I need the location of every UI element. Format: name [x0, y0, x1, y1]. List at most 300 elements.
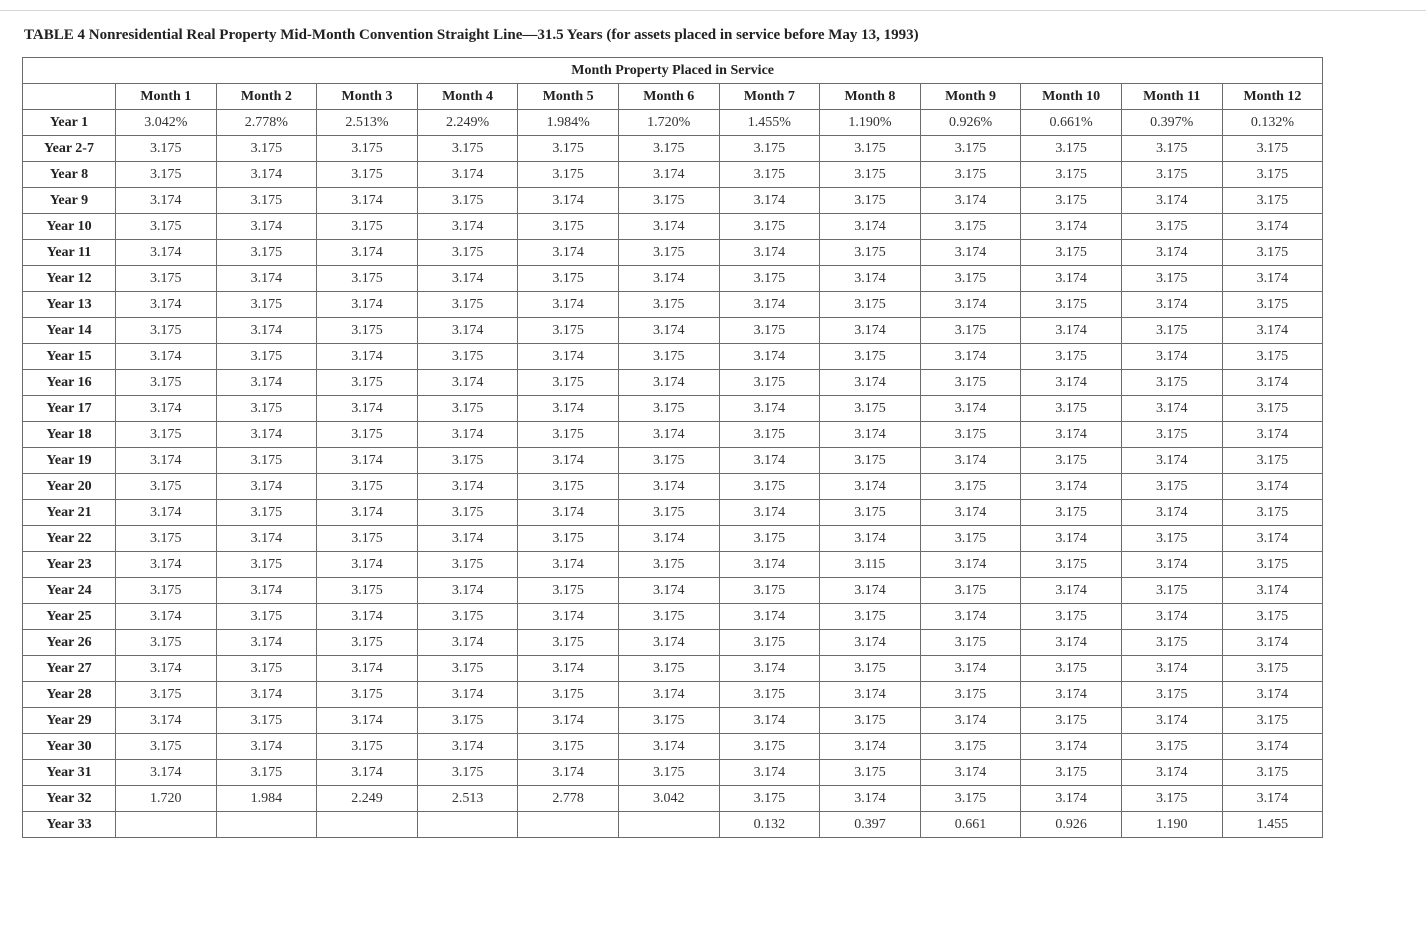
rate-cell: 3.175	[1021, 162, 1122, 188]
rate-cell: 3.175	[317, 734, 418, 760]
table-body	[23, 110, 1323, 838]
rate-cell: 3.174	[317, 188, 418, 214]
rate-cell: 3.175	[417, 396, 518, 422]
rate-cell: 3.174	[920, 188, 1021, 214]
rate-cell: 3.174	[820, 786, 921, 812]
year-label: Year 25	[23, 604, 116, 630]
rate-cell: 3.174	[518, 448, 619, 474]
year-label: Year 10	[23, 214, 116, 240]
rate-cell: 3.175	[216, 760, 317, 786]
rate-cell: 0.926	[1021, 812, 1122, 838]
rate-cell: 3.174	[1222, 786, 1323, 812]
rate-cell: 3.174	[719, 292, 820, 318]
year-label: Year 13	[23, 292, 116, 318]
rate-cell: 3.174	[518, 240, 619, 266]
rate-cell: 3.174	[1222, 422, 1323, 448]
rate-cell: 3.174	[317, 448, 418, 474]
rate-cell: 3.175	[719, 526, 820, 552]
month-header: Month 4	[417, 84, 518, 110]
year-label: Year 20	[23, 474, 116, 500]
rate-cell: 3.174	[216, 682, 317, 708]
rate-cell: 3.175	[920, 630, 1021, 656]
year-label: Year 15	[23, 344, 116, 370]
year-label: Year 8	[23, 162, 116, 188]
rate-cell: 3.175	[618, 552, 719, 578]
rate-cell: 3.175	[1222, 292, 1323, 318]
rate-cell: 3.175	[1222, 656, 1323, 682]
rate-cell: 3.174	[116, 604, 217, 630]
rate-cell: 3.174	[518, 292, 619, 318]
rate-cell: 3.175	[317, 318, 418, 344]
rate-cell: 3.174	[216, 162, 317, 188]
table-row	[23, 136, 1323, 162]
rate-cell: 3.174	[820, 526, 921, 552]
rate-cell: 3.175	[1222, 344, 1323, 370]
rate-cell: 3.174	[417, 474, 518, 500]
rate-cell: 3.174	[518, 344, 619, 370]
rate-cell: 3.175	[216, 396, 317, 422]
rate-cell: 3.175	[719, 734, 820, 760]
rate-cell: 3.174	[920, 604, 1021, 630]
rate-cell: 3.175	[719, 136, 820, 162]
rate-cell: 3.175	[719, 266, 820, 292]
rate-cell: 3.175	[317, 266, 418, 292]
rate-cell: 3.174	[920, 656, 1021, 682]
rate-cell: 3.175	[116, 370, 217, 396]
rate-cell: 3.175	[1021, 708, 1122, 734]
rate-cell: 3.115	[820, 552, 921, 578]
table-row	[23, 500, 1323, 526]
rate-cell: 3.175	[820, 448, 921, 474]
month-header: Month 6	[618, 84, 719, 110]
rate-cell: 3.175	[1222, 240, 1323, 266]
table-row	[23, 604, 1323, 630]
rate-cell: 3.174	[820, 422, 921, 448]
rate-cell: 3.175	[719, 630, 820, 656]
rate-cell: 3.175	[116, 682, 217, 708]
rate-cell: 3.174	[820, 682, 921, 708]
rate-cell: 3.174	[216, 214, 317, 240]
year-label: Year 16	[23, 370, 116, 396]
rate-cell: 1.984	[216, 786, 317, 812]
rate-cell: 3.174	[417, 734, 518, 760]
rate-cell: 3.175	[1021, 188, 1122, 214]
year-label: Year 2-7	[23, 136, 116, 162]
rate-cell: 3.174	[618, 578, 719, 604]
year-label: Year 32	[23, 786, 116, 812]
rate-cell: 3.175	[1222, 136, 1323, 162]
year-label: Year 28	[23, 682, 116, 708]
rate-cell: 3.175	[719, 422, 820, 448]
rate-cell: 3.174	[719, 552, 820, 578]
rate-cell: 3.175	[216, 240, 317, 266]
rate-cell: 3.174	[1121, 500, 1222, 526]
rate-cell	[618, 812, 719, 838]
rate-cell: 3.174	[518, 188, 619, 214]
rate-cell: 3.174	[820, 578, 921, 604]
rate-cell: 3.175	[820, 604, 921, 630]
rate-cell: 3.175	[1121, 422, 1222, 448]
rate-cell: 3.175	[920, 370, 1021, 396]
rate-cell: 3.175	[1021, 396, 1122, 422]
rate-cell: 2.778	[518, 786, 619, 812]
rate-cell: 3.174	[1021, 578, 1122, 604]
rate-cell: 3.175	[417, 188, 518, 214]
rate-cell: 3.175	[518, 318, 619, 344]
rate-cell: 3.174	[116, 448, 217, 474]
rate-cell: 3.174	[116, 396, 217, 422]
rate-cell: 0.661%	[1021, 110, 1122, 136]
rate-cell: 3.174	[216, 734, 317, 760]
rate-cell: 3.175	[518, 526, 619, 552]
rate-cell: 3.175	[618, 448, 719, 474]
rate-cell: 3.174	[1121, 344, 1222, 370]
rate-cell: 3.174	[618, 162, 719, 188]
rate-cell: 3.175	[820, 344, 921, 370]
rate-cell: 3.175	[317, 370, 418, 396]
rate-cell: 3.175	[820, 162, 921, 188]
rate-cell: 3.174	[820, 734, 921, 760]
rate-cell: 3.175	[518, 682, 619, 708]
rate-cell: 3.175	[618, 396, 719, 422]
rate-cell: 0.661	[920, 812, 1021, 838]
rate-cell: 3.175	[719, 370, 820, 396]
rate-cell: 3.175	[518, 630, 619, 656]
rate-cell	[417, 812, 518, 838]
rate-cell: 3.175	[216, 448, 317, 474]
rate-cell: 3.174	[1222, 734, 1323, 760]
table-row	[23, 422, 1323, 448]
rate-cell: 3.175	[317, 682, 418, 708]
rate-cell: 3.174	[1222, 370, 1323, 396]
month-header: Month 11	[1121, 84, 1222, 110]
rate-cell: 3.175	[417, 292, 518, 318]
rate-cell: 3.175	[618, 292, 719, 318]
rate-cell: 0.926%	[920, 110, 1021, 136]
rate-cell: 3.174	[317, 500, 418, 526]
rate-cell: 3.175	[317, 162, 418, 188]
rate-cell: 3.175	[1121, 630, 1222, 656]
rate-cell: 3.175	[1222, 604, 1323, 630]
rate-cell: 3.175	[920, 318, 1021, 344]
rate-cell: 3.175	[1222, 396, 1323, 422]
rate-cell: 3.175	[1121, 370, 1222, 396]
year-label: Year 30	[23, 734, 116, 760]
rate-cell: 3.174	[719, 500, 820, 526]
rate-cell: 3.175	[1021, 292, 1122, 318]
rate-cell: 3.175	[417, 136, 518, 162]
rate-cell: 3.175	[1021, 760, 1122, 786]
rate-cell: 3.174	[116, 656, 217, 682]
table-row	[23, 760, 1323, 786]
table-row	[23, 448, 1323, 474]
table-row	[23, 552, 1323, 578]
rate-cell: 3.175	[1222, 760, 1323, 786]
table-row	[23, 786, 1323, 812]
rate-cell: 3.175	[820, 188, 921, 214]
rate-cell: 3.175	[920, 682, 1021, 708]
rate-cell: 3.174	[116, 292, 217, 318]
rate-cell: 3.175	[417, 552, 518, 578]
rate-cell: 3.175	[1021, 448, 1122, 474]
year-label: Year 26	[23, 630, 116, 656]
rate-cell: 3.174	[518, 708, 619, 734]
rate-cell: 3.175	[1021, 136, 1122, 162]
rate-cell: 3.174	[1121, 604, 1222, 630]
rate-cell: 3.174	[518, 760, 619, 786]
rate-cell: 3.174	[518, 500, 619, 526]
rate-cell: 3.175	[1021, 240, 1122, 266]
rate-cell: 3.175	[417, 604, 518, 630]
rate-cell: 3.175	[820, 136, 921, 162]
year-label: Year 11	[23, 240, 116, 266]
rate-cell: 3.175	[518, 370, 619, 396]
rate-cell: 3.174	[618, 630, 719, 656]
rate-cell: 3.174	[1021, 370, 1122, 396]
rate-cell: 3.174	[317, 292, 418, 318]
group-header-row	[23, 58, 1323, 84]
rate-cell: 3.174	[920, 760, 1021, 786]
table-row	[23, 162, 1323, 188]
year-label: Year 1	[23, 110, 116, 136]
rate-cell: 3.174	[618, 370, 719, 396]
table-row	[23, 734, 1323, 760]
table-row	[23, 656, 1323, 682]
rate-cell: 3.175	[920, 136, 1021, 162]
rate-cell: 3.042	[618, 786, 719, 812]
rate-cell: 3.174	[317, 240, 418, 266]
rate-cell: 3.174	[116, 708, 217, 734]
rate-cell: 3.174	[1021, 682, 1122, 708]
rate-cell: 3.175	[317, 578, 418, 604]
rate-cell: 3.175	[116, 630, 217, 656]
rate-cell: 1.190%	[820, 110, 921, 136]
rate-cell: 3.175	[317, 422, 418, 448]
year-label: Year 27	[23, 656, 116, 682]
rate-cell: 3.174	[1222, 318, 1323, 344]
rate-cell: 3.175	[518, 578, 619, 604]
rate-cell: 3.174	[417, 630, 518, 656]
rate-cell: 3.175	[116, 162, 217, 188]
rate-cell: 2.513	[417, 786, 518, 812]
rate-cell: 3.175	[1121, 682, 1222, 708]
rate-cell: 3.175	[518, 474, 619, 500]
rate-cell: 3.174	[920, 292, 1021, 318]
rate-cell: 3.174	[216, 474, 317, 500]
rate-cell: 3.175	[216, 500, 317, 526]
rate-cell: 3.175	[1121, 136, 1222, 162]
rate-cell: 3.174	[1021, 474, 1122, 500]
rate-cell: 3.174	[417, 578, 518, 604]
rate-cell: 3.174	[116, 500, 217, 526]
rate-cell: 3.175	[820, 292, 921, 318]
rate-cell: 3.175	[1222, 188, 1323, 214]
rate-cell: 3.174	[820, 370, 921, 396]
rate-cell	[317, 812, 418, 838]
rate-cell: 3.042%	[116, 110, 217, 136]
rate-cell: 3.175	[618, 136, 719, 162]
rate-cell: 3.175	[719, 578, 820, 604]
rate-cell: 2.778%	[216, 110, 317, 136]
rate-cell: 3.175	[116, 578, 217, 604]
rate-cell: 3.175	[920, 214, 1021, 240]
rate-cell: 3.175	[618, 604, 719, 630]
rate-cell: 3.174	[1121, 656, 1222, 682]
rate-cell: 3.174	[1121, 188, 1222, 214]
rate-cell: 3.174	[216, 318, 317, 344]
rate-cell: 3.174	[317, 708, 418, 734]
year-label: Year 17	[23, 396, 116, 422]
rate-cell: 3.175	[1222, 162, 1323, 188]
rate-cell: 3.174	[820, 266, 921, 292]
rate-cell: 3.174	[317, 656, 418, 682]
rate-cell: 2.249%	[417, 110, 518, 136]
table-row	[23, 214, 1323, 240]
rate-cell: 3.175	[820, 500, 921, 526]
rate-cell: 3.174	[618, 266, 719, 292]
rate-cell: 3.174	[518, 396, 619, 422]
rate-cell: 3.175	[116, 136, 217, 162]
rate-cell: 0.397	[820, 812, 921, 838]
year-label: Year 23	[23, 552, 116, 578]
rate-cell: 3.174	[417, 266, 518, 292]
rate-cell: 3.175	[1222, 448, 1323, 474]
rate-cell: 3.174	[920, 240, 1021, 266]
rate-cell: 3.174	[417, 318, 518, 344]
rate-cell	[216, 812, 317, 838]
rate-cell: 3.175	[417, 500, 518, 526]
rate-cell: 3.174	[1121, 292, 1222, 318]
rate-cell: 3.174	[719, 188, 820, 214]
rate-cell: 3.174	[618, 474, 719, 500]
rate-cell: 3.174	[216, 526, 317, 552]
rate-cell: 3.174	[417, 162, 518, 188]
rate-cell: 3.174	[1021, 318, 1122, 344]
rate-cell: 3.174	[618, 526, 719, 552]
year-label: Year 21	[23, 500, 116, 526]
rate-cell: 3.174	[317, 552, 418, 578]
rate-cell: 3.175	[920, 162, 1021, 188]
rate-cell: 3.174	[719, 760, 820, 786]
rate-cell: 3.174	[317, 396, 418, 422]
rate-cell: 1.455	[1222, 812, 1323, 838]
rate-cell: 3.174	[618, 214, 719, 240]
rate-cell: 3.174	[216, 266, 317, 292]
rate-cell: 3.175	[518, 214, 619, 240]
rate-cell: 3.174	[618, 318, 719, 344]
rate-cell: 3.175	[518, 734, 619, 760]
rate-cell: 3.174	[417, 422, 518, 448]
rate-cell	[116, 812, 217, 838]
table-row	[23, 474, 1323, 500]
month-header: Month 7	[719, 84, 820, 110]
rate-cell: 3.174	[1021, 786, 1122, 812]
rate-cell: 3.174	[820, 214, 921, 240]
table-row	[23, 344, 1323, 370]
rate-cell: 3.175	[920, 266, 1021, 292]
corner-cell	[23, 84, 116, 110]
year-label: Year 14	[23, 318, 116, 344]
rate-cell: 3.175	[216, 136, 317, 162]
rate-cell: 3.174	[1222, 266, 1323, 292]
rate-cell: 3.175	[719, 682, 820, 708]
year-label: Year 31	[23, 760, 116, 786]
rate-cell: 3.174	[518, 552, 619, 578]
table-row	[23, 708, 1323, 734]
table-title: TABLE 4 Nonresidential Real Property Mid-Month Convention Straight Line—31.5 Years (for assets placed in service before May 13, 1993)	[24, 27, 919, 43]
rate-cell: 3.175	[820, 760, 921, 786]
rate-cell: 3.175	[1121, 214, 1222, 240]
rate-cell: 3.174	[1222, 474, 1323, 500]
rate-cell: 3.174	[1121, 240, 1222, 266]
rate-cell: 3.174	[518, 656, 619, 682]
rate-cell: 3.175	[116, 734, 217, 760]
table-row	[23, 188, 1323, 214]
rate-cell: 3.175	[116, 422, 217, 448]
rate-cell: 3.174	[618, 682, 719, 708]
rate-cell: 3.175	[719, 786, 820, 812]
depreciation-table	[22, 57, 1323, 838]
rate-cell: 3.175	[1222, 500, 1323, 526]
rate-cell: 3.175	[1121, 578, 1222, 604]
rate-cell: 3.174	[116, 188, 217, 214]
year-label: Year 33	[23, 812, 116, 838]
rate-cell: 3.175	[417, 448, 518, 474]
rate-cell: 3.174	[820, 474, 921, 500]
year-label: Year 18	[23, 422, 116, 448]
rate-cell: 3.175	[116, 526, 217, 552]
rate-cell: 1.984%	[518, 110, 619, 136]
rate-cell: 3.174	[1121, 760, 1222, 786]
rate-cell: 3.174	[618, 422, 719, 448]
rate-cell: 3.175	[719, 162, 820, 188]
table-row	[23, 630, 1323, 656]
rate-cell: 3.174	[719, 708, 820, 734]
table-row	[23, 292, 1323, 318]
rate-cell: 3.174	[216, 630, 317, 656]
rate-cell: 3.174	[116, 240, 217, 266]
rate-cell: 3.174	[1222, 214, 1323, 240]
rate-cell: 3.174	[719, 604, 820, 630]
table-row	[23, 266, 1323, 292]
rate-cell: 0.132	[719, 812, 820, 838]
rate-cell: 3.175	[1121, 266, 1222, 292]
rate-cell: 3.175	[518, 266, 619, 292]
rate-cell: 3.175	[820, 708, 921, 734]
rate-cell: 3.174	[317, 760, 418, 786]
year-label: Year 29	[23, 708, 116, 734]
rate-cell: 3.174	[1121, 552, 1222, 578]
rate-cell: 3.174	[1021, 526, 1122, 552]
rate-cell: 3.175	[1021, 500, 1122, 526]
rate-cell: 3.175	[1121, 786, 1222, 812]
rate-cell: 3.175	[518, 422, 619, 448]
rate-cell: 3.175	[618, 240, 719, 266]
table-row	[23, 526, 1323, 552]
rate-cell: 3.175	[1121, 318, 1222, 344]
rate-cell: 3.174	[417, 214, 518, 240]
rate-cell: 3.175	[116, 214, 217, 240]
rate-cell: 3.175	[618, 760, 719, 786]
rate-cell: 3.175	[920, 578, 1021, 604]
rate-cell: 1.720	[116, 786, 217, 812]
rate-cell: 3.174	[719, 656, 820, 682]
rate-cell: 3.175	[317, 526, 418, 552]
rate-cell: 3.174	[719, 240, 820, 266]
rate-cell: 3.174	[920, 500, 1021, 526]
rate-cell: 3.174	[1021, 214, 1122, 240]
month-header-row	[23, 84, 1323, 110]
